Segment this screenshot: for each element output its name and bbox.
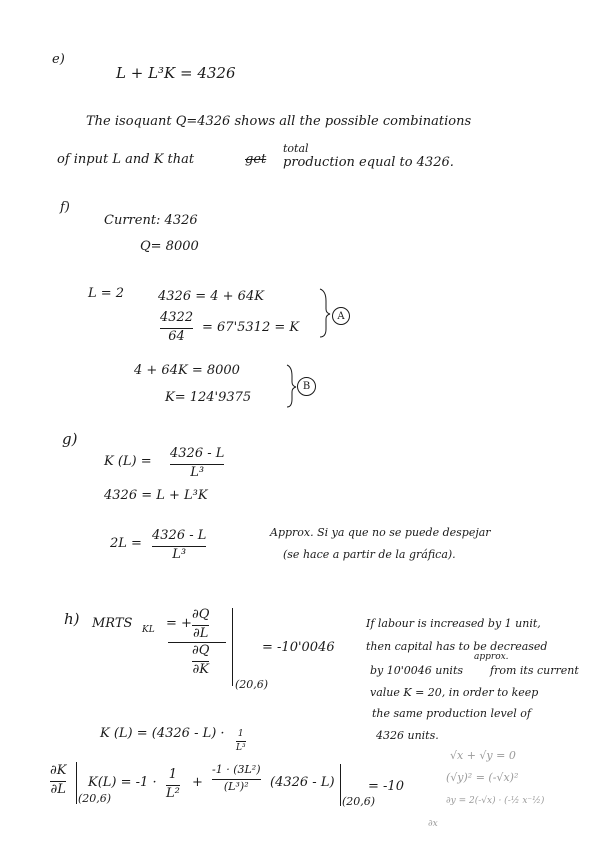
marker-b: B	[297, 377, 316, 396]
eval-point-3: (20,6)	[342, 795, 376, 808]
marker-a: A	[332, 307, 350, 325]
l-value: L = 2	[88, 286, 125, 301]
k-of-l: K (L) =	[104, 454, 152, 469]
eval-point-1: (20,6)	[235, 678, 269, 691]
part-e-label: e)	[52, 52, 65, 67]
isoquant-explanation-line-2b: production equal to 4326.	[283, 155, 454, 170]
eval-bar-2	[76, 762, 77, 804]
side-note-4: ∂x	[428, 819, 438, 829]
k-result-a: = 67'5312 = K	[202, 320, 300, 335]
explanation-line-6: 4326 units.	[376, 729, 439, 742]
isoquant-explanation-line-2a: of input L and K that	[57, 152, 195, 167]
derivative-result: = -10	[368, 779, 404, 794]
mrts-result: = -10'0046	[262, 640, 335, 655]
derivative-tail: (4326 - L)	[270, 775, 335, 790]
explanation-line-5: the same production level of	[372, 707, 531, 720]
part-h-label: h)	[64, 610, 80, 628]
fraction-1-l3: 1 L³	[236, 729, 246, 754]
equation-4326: 4326 = 4 + 64K	[158, 289, 264, 304]
mrts-label: MRTS	[92, 616, 133, 631]
fraction-4322-64	[160, 311, 193, 345]
eval-bar-1	[232, 608, 233, 686]
target-q: Q= 8000	[140, 239, 199, 254]
explanation-line-3a: by 10'0046 units	[370, 664, 464, 677]
side-note-1: √x + √y = 0	[450, 749, 516, 762]
current-level: Current: 4326	[104, 213, 198, 228]
inserted-word-total: total	[283, 142, 309, 155]
part-f-label: f)	[60, 200, 70, 215]
mrts-eq-sign: = +	[166, 616, 192, 631]
equation-8000: 4 + 64K = 8000	[134, 363, 240, 378]
fraction-denominator: 64	[168, 328, 185, 344]
isoquant-explanation-line-1: The isoquant Q=4326 shows all the possible combinations	[86, 114, 472, 129]
explanation-line-3b: from its current	[490, 664, 579, 677]
fraction-1-l2: 1 L²	[166, 767, 180, 801]
derivative-k: K(L) = -1 ·	[88, 775, 157, 790]
brace-b-icon	[285, 363, 297, 409]
fraction-3l2: -1 · (3L²) (L³)²	[212, 763, 261, 793]
mrts-main-bar	[168, 642, 226, 643]
side-note-2: (√y)² = (-√x)²	[446, 771, 519, 784]
fraction-k-of-l: 4326 - L L³	[170, 446, 225, 480]
k-function: K (L) = (4326 - L) ·	[100, 726, 225, 741]
mrts-subscript: KL	[142, 625, 155, 635]
explanation-line-2: then capital has to be decreased	[366, 640, 548, 653]
explanation-line-1: If labour is increased by 1 unit,	[366, 617, 541, 630]
plus-sign: +	[192, 775, 203, 790]
isoquant-rewrite: 4326 = L + L³K	[104, 488, 208, 503]
side-note-3: ∂y = 2(-√x) · (-½ x⁻½)	[446, 796, 545, 806]
fraction-dq-dl: ∂Q ∂L	[192, 607, 210, 641]
explanation-insert: approx.	[474, 652, 509, 662]
fraction-numerator: 4322	[160, 310, 194, 325]
struck-word: get	[245, 152, 267, 167]
isoquant-equation: L + L³K = 4326	[116, 64, 236, 82]
explanation-line-4: value K = 20, in order to keep	[370, 686, 539, 699]
eval-bar-3	[340, 764, 341, 806]
fraction-dk-dl: ∂K ∂L	[50, 763, 67, 797]
fraction-dq-dk: ∂Q ∂K	[192, 643, 210, 677]
part-g-label: g)	[62, 430, 78, 448]
approx-note-1: Approx. Si ya que no se puede despejar	[270, 526, 491, 539]
fraction-2l: 4326 - L L³	[152, 528, 207, 562]
eval-point-2: (20,6)	[78, 792, 112, 805]
k-result-b: K= 124'9375	[165, 390, 252, 405]
brace-a-icon	[318, 287, 330, 339]
g-lhs: 2L =	[110, 536, 142, 551]
approx-note-2: (se hace a partir de la gráfica).	[283, 548, 456, 561]
